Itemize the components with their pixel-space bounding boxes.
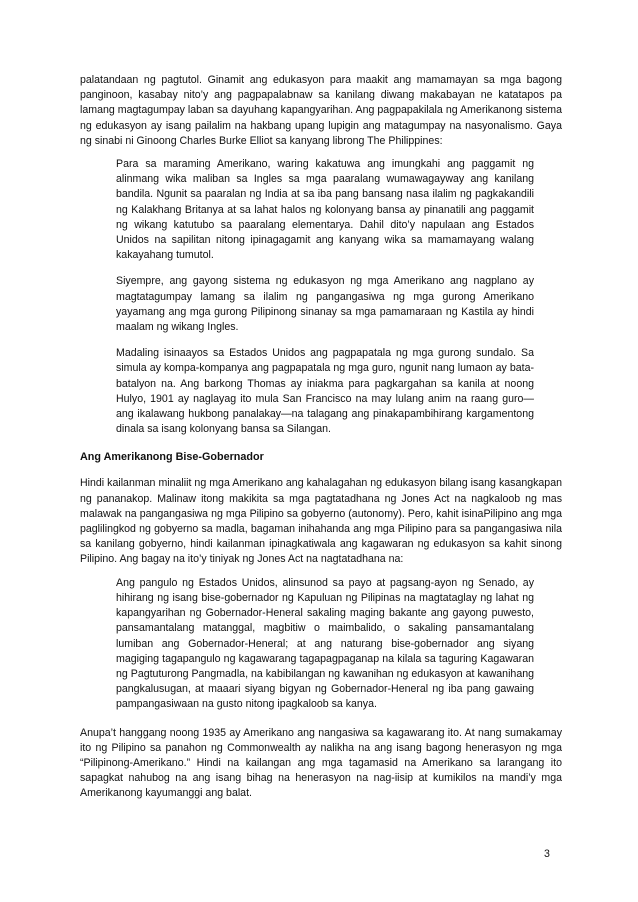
block-quote-jones-act [116, 576, 534, 713]
paragraph-conclusion: Anupa’t hanggang noong 1935 ay Amerikano ang nangasiwa sa kagawarang ito. At nang sumakamay ito ng Pilipino sa panahon ng Commonwealth ay nalikha na ang isang bagong henerasyon ng mga “Pilipinong-Amerikano.” Hindi na kailangan ang mga tagamasid na Amerikano sa larangang ito sapagkat nahubog na ang isang bihag na henerasyon na nag-iisip at kumikilos na mandi’y mga Amerikanong kayumanggi ang balat. [80, 726, 562, 800]
quote-paragraph-1: Para sa maraming Amerikano, waring kakatuwa ang imungkahi ang paggamit ng alinmang wika maliban sa Ingles sa mga paaralang wumawagayway ang kanilang bandila. Ngunit sa paaralan ng India at sa iba pang bansang nasa ilalim ng pagkakandili ng Kalakhang Britanya at sa lahat halos ng kolonyang bansa ay pinanatili ang paggamit ng wikang katutubo sa paaralang elementarya. Dahil dito’y napulaan ang Estados Unidos na sapilitan nitong ipinagagamit ang kanyang wika sa mamamayang walang kakayahang tumutol. [116, 158, 534, 262]
quote-paragraph-2: Siyempre, ang gayong sistema ng edukasyon ng mga Amerikano ang nagplano ay magtatagumpay lamang sa ilalim ng pangangasiwa ng mga gurong Amerikano yayamang ang mga gurong Pilipinong sinanay sa mga pamamaraan ng Kastila ay hindi maalam ng wikang Ingles. [116, 275, 534, 334]
section-heading: Ang Amerikanong Bise-Gobernador [80, 451, 264, 464]
document-page [80, 73, 562, 810]
paragraph-intro: palatandaan ng pagtutol. Ginamit ang edukasyon para maakit ang mamamayan sa mga bagong panginoon, kasabay nito’y ang pagpapalabnaw sa kanilang diwang makabayan ne katatapos pa lamang magtagumpay laban sa dayuhang kapangyarihan. Ang pagpapakilala ng Amerikanong sistema ng edukasyon ay isang pailalim na hakbang upang lupigin ang matagumpay na nasyonalismo. Gaya ng sinabi ni Ginoong Charles Burke Elliot sa kanyang librong The Philippines: [80, 74, 562, 147]
quote-paragraph-4: Ang pangulo ng Estados Unidos, alinsunod sa payo at pagsang-ayon ng Senado, ay hihirang ng isang bise-gobernador ng Kapuluan ng Pilipinas na magtataglay ng lahat ng kapangyarihan ng Gobernador-Heneral sakaling maging bakante ang gayong puwesto, pansamantalang matanggal, magbitiw o maimbalido, o sakaling pansamantalang lumiban ang Gobernador-Heneral; at ang naturang bise-gobernador ang siyang magiging tagapangulo ng kagawarang tagapagpaganap na kilala sa taguring Kagawaran ng Pagtuturong Pangmadla, na kabibilangan ng kawanihan ng edukasyon at kawanihang pangkalusugan, at maaari siyang bigyan ng Gobernador-Heneral ng iba pang gawaing pampangasiwaan na gusto nitong ipagkaloob sa kanya. [116, 576, 534, 711]
paragraph-jones-act: Hindi kailanman minaliit ng mga Amerikano ang kahalagahan ng edukasyon bilang isang kasangkapan ng pananakop. Malinaw itong makikita sa mga pagtatadhana ng Jones Act na nagkaloob ng mas malawak na pangangasiwa ng mga Pilipino sa gobyerno (autonomy). Pero, kahit isinaPilipino ang mga paglilingkod ng gobyerno sa madla, bagaman inihahanda ang mga Pilipino para sa pangangasiwa nila sa kanilang gobyerno, hindi kailanman ipinagkatiwala ang kagawaran ng edukasyon sa kahit sinong Pilipino. Ang bagay na ito’y tiniyak ng Jones Act na nagtatadhana na: [80, 477, 562, 566]
quote-paragraph-3: Madaling isinaayos sa Estados Unidos ang pagpapatala ng mga gurong sundalo. Sa simula ay kompa-kompanya ang pagpapatala ng mga guro, ngunit nang lumaon ay bata-batalyon na. Ang barkong Thomas ay iniakma para pagkargahan sa kanila at noong Hulyo, 1901 ay naglayag ito mula San Francisco na may lulang anim na raang guro—ang ikalawang hukbong panalakay—na talagang ang pinakapambihirang kargamentong dinala sa isang kolonyang bansa sa Silangan. [116, 347, 534, 436]
block-quote-elliot [116, 157, 534, 437]
page-number: 3 [544, 848, 550, 860]
